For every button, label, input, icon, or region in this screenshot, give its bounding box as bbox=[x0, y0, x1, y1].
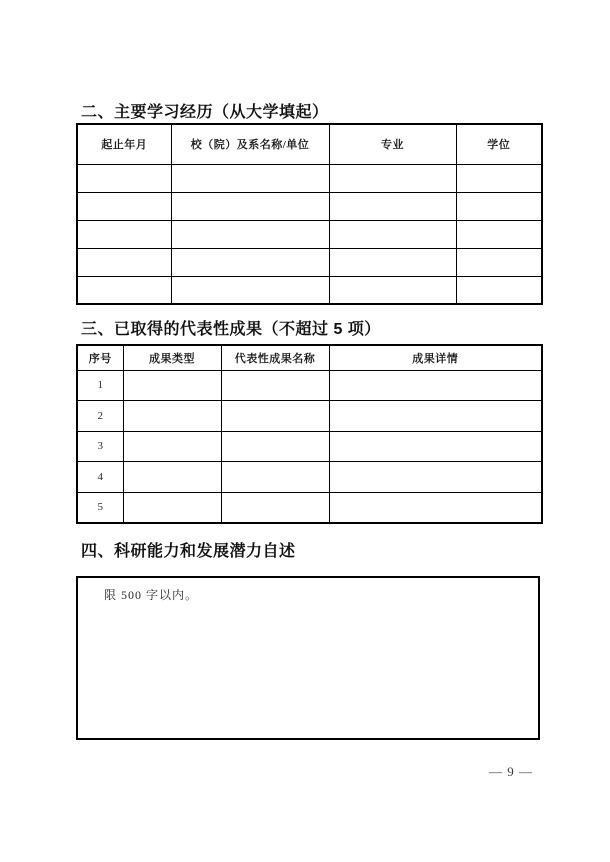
table-row bbox=[77, 431, 542, 462]
learning-cell-empty[interactable] bbox=[77, 248, 171, 276]
table-row bbox=[77, 492, 542, 523]
row-number-cell: 2 bbox=[77, 401, 123, 432]
achievement-cell-empty[interactable] bbox=[221, 431, 329, 462]
research-statement-box[interactable] bbox=[76, 576, 540, 740]
achievement-cell-empty[interactable] bbox=[221, 370, 329, 401]
learning-cell-empty[interactable] bbox=[77, 164, 171, 192]
page-number: — 9 — bbox=[489, 764, 533, 779]
column-header-degree: 学位 bbox=[456, 124, 542, 164]
statement-word-limit-note: 限 500 字以内。 bbox=[104, 588, 199, 602]
learning-cell-empty[interactable] bbox=[77, 276, 171, 304]
learning-cell-empty[interactable] bbox=[171, 192, 329, 220]
learning-cell-empty[interactable] bbox=[77, 220, 171, 248]
column-header-date-range: 起止年月 bbox=[77, 124, 171, 164]
achievement-cell-empty[interactable] bbox=[329, 431, 542, 462]
learning-cell-empty[interactable] bbox=[456, 220, 542, 248]
achievement-cell-empty[interactable] bbox=[123, 401, 221, 432]
achievement-cell-empty[interactable] bbox=[221, 462, 329, 493]
learning-cell-empty[interactable] bbox=[329, 220, 456, 248]
learning-history-table bbox=[76, 123, 543, 305]
row-number-cell: 4 bbox=[77, 462, 123, 493]
learning-cell-empty[interactable] bbox=[171, 164, 329, 192]
row-number-cell: 5 bbox=[77, 492, 123, 523]
achievement-cell-empty[interactable] bbox=[329, 401, 542, 432]
learning-table-header-row bbox=[77, 124, 542, 164]
achievement-cell-empty[interactable] bbox=[123, 431, 221, 462]
achievement-cell-empty[interactable] bbox=[221, 401, 329, 432]
table-row bbox=[77, 276, 542, 304]
column-header-school-department: 校（院）及系名称/单位 bbox=[171, 124, 329, 164]
table-row bbox=[77, 192, 542, 220]
achievement-cell-empty[interactable] bbox=[329, 370, 542, 401]
achievement-cell-empty[interactable] bbox=[221, 492, 329, 523]
learning-cell-empty[interactable] bbox=[456, 164, 542, 192]
achievement-cell-empty[interactable] bbox=[329, 492, 542, 523]
table-row bbox=[77, 220, 542, 248]
section-title-learning-history: 二、主要学习经历（从大学填起） bbox=[81, 104, 329, 121]
column-header-achievement-name: 代表性成果名称 bbox=[221, 345, 329, 370]
learning-cell-empty[interactable] bbox=[171, 276, 329, 304]
learning-cell-empty[interactable] bbox=[329, 164, 456, 192]
column-header-major: 专业 bbox=[329, 124, 456, 164]
achievement-cell-empty[interactable] bbox=[123, 370, 221, 401]
learning-cell-empty[interactable] bbox=[329, 248, 456, 276]
learning-cell-empty[interactable] bbox=[171, 248, 329, 276]
row-number-cell: 3 bbox=[77, 431, 123, 462]
column-header-achievement-type: 成果类型 bbox=[123, 345, 221, 370]
section-title-research-statement: 四、科研能力和发展潜力自述 bbox=[81, 543, 296, 560]
column-header-serial-number: 序号 bbox=[77, 345, 123, 370]
column-header-achievement-detail: 成果详情 bbox=[329, 345, 542, 370]
learning-cell-empty[interactable] bbox=[456, 248, 542, 276]
table-row bbox=[77, 462, 542, 493]
achievements-table bbox=[76, 344, 543, 524]
learning-cell-empty[interactable] bbox=[329, 276, 456, 304]
table-row bbox=[77, 248, 542, 276]
learning-cell-empty[interactable] bbox=[456, 276, 542, 304]
learning-cell-empty[interactable] bbox=[329, 192, 456, 220]
achievement-cell-empty[interactable] bbox=[123, 492, 221, 523]
achievements-table-header-row bbox=[77, 345, 542, 370]
section-title-achievements: 三、已取得的代表性成果（不超过 5 项） bbox=[81, 321, 381, 338]
learning-cell-empty[interactable] bbox=[456, 192, 542, 220]
table-row bbox=[77, 401, 542, 432]
learning-cell-empty[interactable] bbox=[77, 192, 171, 220]
achievement-cell-empty[interactable] bbox=[329, 462, 542, 493]
row-number-cell: 1 bbox=[77, 370, 123, 401]
learning-cell-empty[interactable] bbox=[171, 220, 329, 248]
table-row bbox=[77, 370, 542, 401]
achievement-cell-empty[interactable] bbox=[123, 462, 221, 493]
table-row bbox=[77, 164, 542, 192]
